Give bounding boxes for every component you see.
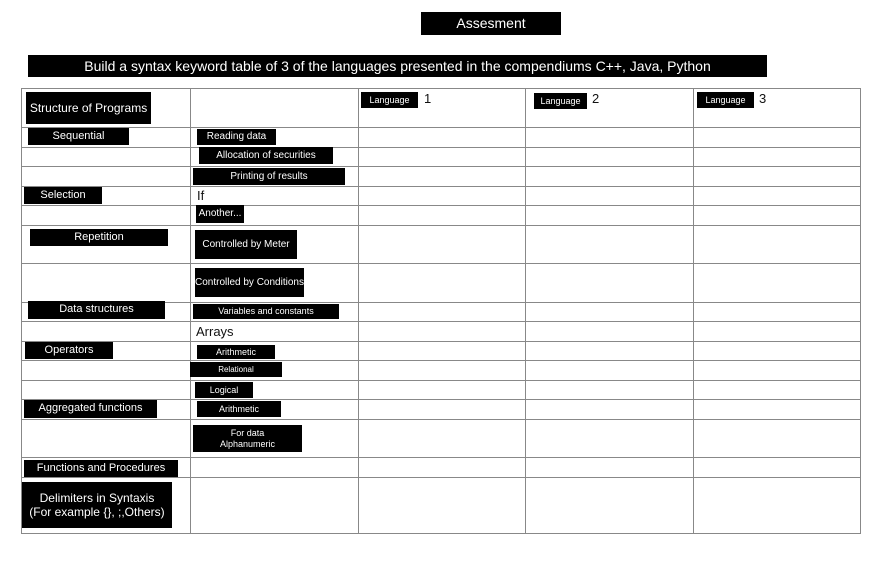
sequential-label: Sequential bbox=[28, 128, 129, 145]
page-title: Assesment bbox=[421, 12, 561, 35]
language-1-header: Language bbox=[361, 92, 418, 108]
selection-label: Selection bbox=[24, 187, 102, 204]
arithmetic-label: Arithmetic bbox=[197, 345, 275, 359]
allocation-label: Allocation of securities bbox=[199, 147, 333, 164]
language-3-number: 3 bbox=[759, 91, 767, 106]
operators-label: Operators bbox=[25, 342, 113, 359]
if-label: If bbox=[197, 188, 205, 203]
variables-constants-label: Variables and constants bbox=[193, 304, 339, 319]
arrays-label: Arrays bbox=[196, 324, 234, 339]
structure-header: Structure of Programs bbox=[26, 92, 151, 124]
reading-data-label: Reading data bbox=[197, 129, 276, 145]
for-data-alphanumeric-label: For data Alphanumeric bbox=[193, 425, 302, 452]
instruction-banner: Build a syntax keyword table of 3 of the languages presented in the compendiums C++, Java, Python bbox=[28, 55, 767, 77]
logical-label: Logical bbox=[195, 382, 253, 398]
delimiters-label: Delimiters in Syntaxis (For example {}, ;,Others) bbox=[22, 482, 172, 528]
language-1-number: 1 bbox=[424, 91, 432, 106]
aggregated-functions-label: Aggregated functions bbox=[24, 400, 157, 418]
another-label: Another... bbox=[196, 205, 244, 223]
data-structures-label: Data structures bbox=[28, 301, 165, 319]
functions-procedures-label: Functions and Procedures bbox=[24, 460, 178, 477]
language-3-header: Language bbox=[697, 92, 754, 108]
language-2-number: 2 bbox=[592, 91, 600, 106]
aggregated-arithmetic-label: Arithmetic bbox=[197, 401, 281, 417]
repetition-label: Repetition bbox=[30, 229, 168, 246]
printing-label: Printing of results bbox=[193, 168, 345, 185]
controlled-by-meter-label: Controlled by Meter bbox=[195, 230, 297, 259]
language-2-header: Language bbox=[534, 93, 587, 109]
controlled-by-conditions-label: Controlled by Conditions bbox=[195, 268, 304, 297]
relational-label: Relational bbox=[190, 362, 282, 377]
